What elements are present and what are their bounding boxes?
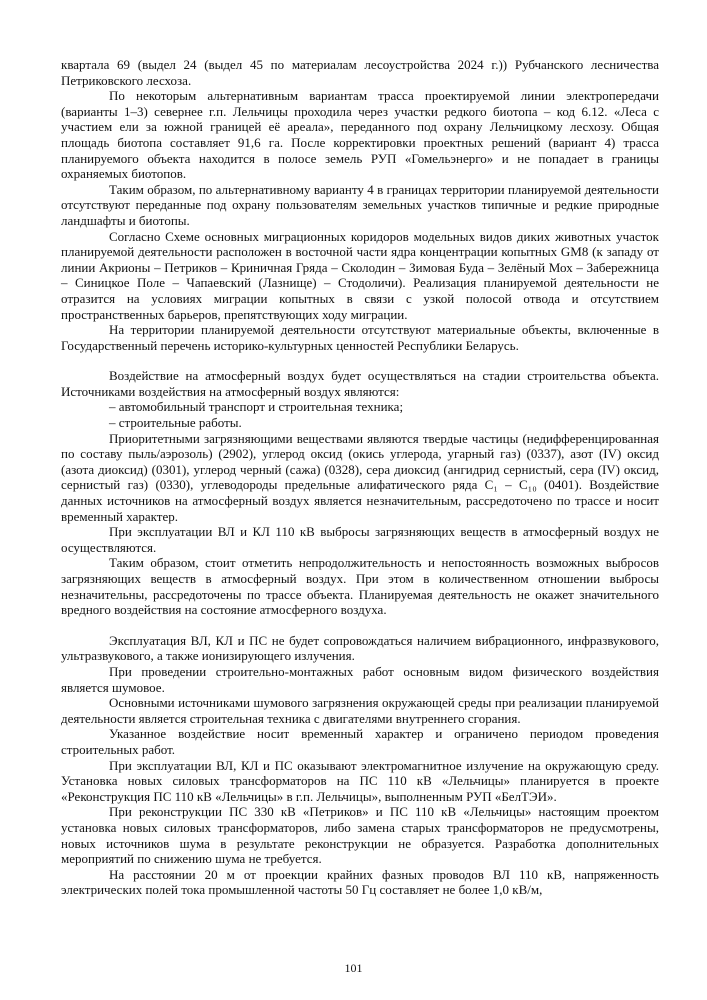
- page-number: 101: [344, 961, 363, 975]
- paragraph-field-strength: На расстоянии 20 м от проекции крайних фазных проводов ВЛ 110 кВ, напряженность электрических полей тока промышленной частоты 50 Гц составляет не более 1,0 кВ/м,: [61, 866, 659, 898]
- paragraph-radiation: Эксплуатация ВЛ, КЛ и ПС не будет сопровождаться наличием вибрационного, инфразвукового, ультразвукового, а также ионизирующего излучения.: [61, 632, 659, 664]
- paragraph-pollutants: Приоритетными загрязняющими веществами являются твердые частицы (недифференцированная по составу пыль/аэрозоль) (2902), углерод оксид (окись углерода, угарный газ) (0337), азот (IV) оксид (азота диоксид) (0301), углерод черный (сажа) (0328), сера диоксид (ангидрид сернистый, сера (IV) оксид, сернистый газ) (0330), углеводороды предельные алифатического ряда С₁ – С₁₀ (0401). Воздействие данных источников на атмосферный воздух является незначительным, рассредоточено по трассе и носит временный характер.: [61, 430, 659, 524]
- paragraph-route-alternatives: По некоторым альтернативным вариантам трасса проектируемой линии электропередачи (варианты 1–3) севернее г.п. Лельчицы проходила через участки редкого биотопа – код 6.12. «Леса с участием ели за южной границей её ареала», переданного под охрану Лельчицкому лесхозу. Общая площадь биотопа составляет 91,6 га. После корректировки проектных решений (вариант 4) трасса планируемого объекта находится в полосе земель РУП «Гомельэнерго» и не попадает в границы охраняемых биотопов.: [61, 88, 659, 182]
- paragraph-alternative-4-summary: Таким образом, по альтернативному варианту 4 в границах территории планируемой деятельности отсутствуют переданные под охрану пользователям земельных участков типичные и редкие природные ландшафты и биотопы.: [61, 181, 659, 228]
- paragraph-operation-emissions: При эксплуатации ВЛ и КЛ 110 кВ выбросы загрязняющих веществ в атмосферный воздух не осуществляются.: [61, 524, 659, 555]
- paragraph-forest-quarter: квартала 69 (выдел 24 (выдел 45 по материалам лесоустройства 2024 г.)) Рубчанского лесничества Петриковского лесхоза.: [61, 57, 659, 88]
- list-item-transport: – автомобильный транспорт и строительная техника;: [109, 399, 404, 415]
- paragraph-migration-corridors: Согласно Схеме основных миграционных коридоров модельных видов диких животных участок планируемой деятельности расположен в восточной части ядра концентрации копытных GM8 (к западу от линии Акрионы – Петриков – Криничная Гряда – Сколодин – Зимовая Буда – Зелёный Мох – Забережница – Синицкое Поле – Чапаевский (Лазнище) – Стодоличи). Реализация планируемой деятельности не отразится на условиях миграции копытных в связи с узкой полосой отвода и отсутствием пространственных барьеров, препятствующих ходу миграции.: [61, 228, 659, 322]
- paragraph-cultural-heritage: На территории планируемой деятельности отсутствуют материальные объекты, включенные в Государственный перечень историко-культурных ценностей Республики Беларусь.: [61, 322, 659, 353]
- paragraph-electromagnetic: При эксплуатации ВЛ, КЛ и ПС оказывают электромагнитное излучение на окружающую среду. Установка новых силовых трансформаторов на ПС 110 кВ «Лельчицы» планируется в проекте «Реконструкция ПС 110 кВ «Лельчицы» в г.п. Лельчицы», выполненным РУП «БелТЭИ».: [61, 757, 659, 804]
- paragraph-reconstruction: При реконструкции ПС 330 кВ «Петриков» и ПС 110 кВ «Лельчицы» настоящим проектом установка новых силовых трансформаторов, либо замена старых трансформаторов не предусмотрены, новых источников шума в результате реконструкции не образуется. Разработка дополнительных мероприятий по снижению шума не требуется.: [61, 804, 659, 867]
- paragraph-noise-temporary: Указанное воздействие носит временный характер и ограничено периодом проведения строительных работ.: [61, 726, 659, 757]
- paragraph-noise-main: При проведении строительно-монтажных работ основным видом физического воздействия является шумовое.: [61, 663, 659, 695]
- list-item-construction: – строительные работы.: [109, 415, 242, 431]
- paragraph-air-conclusion: Таким образом, стоит отметить непродолжительность и непостоянность возможных выбросов загрязняющих веществ в атмосферный воздух. При этом в количественном отношении выбросы незначительны, рассредоточены по трассе объекта. Планируемая деятельность не окажет значительного вредного воздействия на состояние атмосферного воздуха.: [61, 555, 659, 618]
- section-gap: [61, 618, 659, 633]
- paragraph-air-impact: Воздействие на атмосферный воздух будет осуществляться на стадии строительства объекта. Источниками воздействия на атмосферный воздух являются:: [61, 368, 659, 399]
- paragraph-noise-sources: Основными источниками шумового загрязнения окружающей среды при реализации планируемой деятельности является строительная техника с двигателями внутреннего сгорания.: [61, 695, 659, 726]
- section-gap: [61, 353, 659, 368]
